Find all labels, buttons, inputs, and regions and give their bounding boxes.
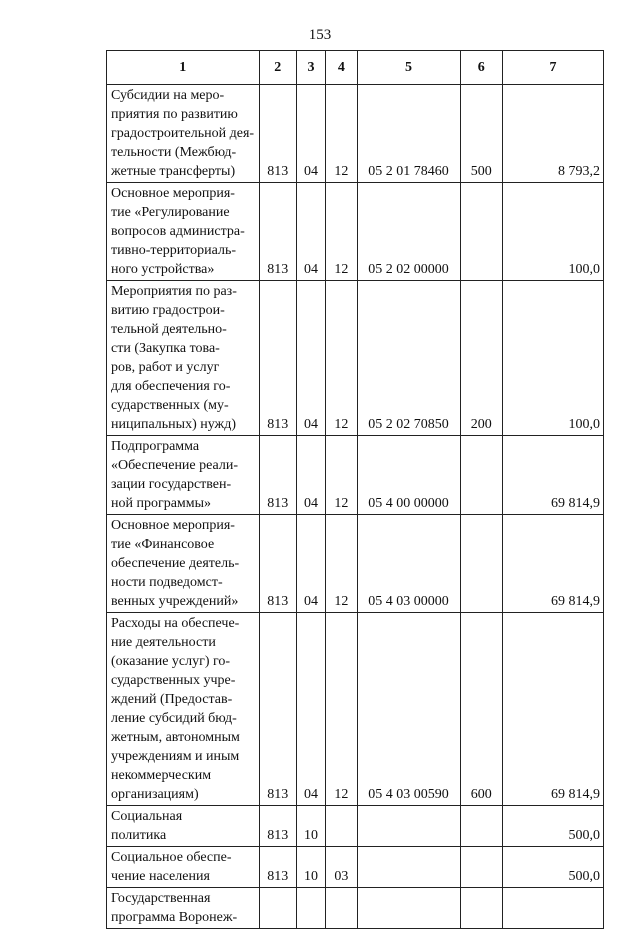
section-code-cell: 04 xyxy=(296,85,325,183)
ministry-code-cell: 813 xyxy=(259,515,296,613)
row-name-line: тие «Регулирование xyxy=(111,205,230,220)
ministry-code-cell: 813 xyxy=(259,281,296,436)
expense-type-code-cell: 600 xyxy=(460,613,502,806)
row-name-line: ние деятельности xyxy=(111,635,216,650)
ministry-code-cell: 813 xyxy=(259,183,296,281)
table-row xyxy=(107,806,604,847)
page-number: 153 xyxy=(308,27,332,43)
table-row xyxy=(107,281,604,436)
row-name-line: тивно-территориаль- xyxy=(111,243,236,258)
row-name-line: Подпрограмма xyxy=(111,439,200,454)
row-name-cell xyxy=(107,888,260,929)
target-article-code-cell xyxy=(357,888,460,929)
section-code-cell: 04 xyxy=(296,183,325,281)
budget-table xyxy=(106,50,604,929)
header-row xyxy=(107,51,604,85)
table-row xyxy=(107,436,604,515)
target-article-code-cell: 05 4 00 00000 xyxy=(357,436,460,515)
row-name-cell xyxy=(107,85,260,183)
row-name-line: ров, работ и услуг xyxy=(111,360,220,375)
subsection-code-cell: 12 xyxy=(326,281,357,436)
target-article-code-cell: 05 4 03 00590 xyxy=(357,613,460,806)
amount-cell: 500,0 xyxy=(502,847,603,888)
target-article-code-cell xyxy=(357,847,460,888)
ministry-code-cell: 813 xyxy=(259,806,296,847)
expense-type-code-cell xyxy=(460,888,502,929)
ministry-code-cell: 813 xyxy=(259,613,296,806)
section-code-cell: 10 xyxy=(296,847,325,888)
row-name-line: обеспечение деятель- xyxy=(111,556,240,571)
amount-cell xyxy=(502,888,603,929)
amount-cell: 100,0 xyxy=(502,183,603,281)
target-article-code-cell: 05 2 01 78460 xyxy=(357,85,460,183)
row-name-line: сти (Закупка това- xyxy=(111,341,220,356)
target-article-code-cell: 05 2 02 70850 xyxy=(357,281,460,436)
row-name-cell xyxy=(107,281,260,436)
ministry-code-cell: 813 xyxy=(259,847,296,888)
ministry-code-cell xyxy=(259,888,296,929)
section-code-cell xyxy=(296,888,325,929)
section-code-cell: 04 xyxy=(296,436,325,515)
row-name-line: Социальная xyxy=(111,809,183,824)
amount-cell: 69 814,9 xyxy=(502,515,603,613)
row-name-line: Основное мероприя- xyxy=(111,186,235,201)
row-name-line: жетные трансферты) xyxy=(111,164,236,179)
row-name-line: учреждениям и иным xyxy=(111,749,240,764)
subsection-code-cell xyxy=(326,806,357,847)
row-name-line: ной программы» xyxy=(111,496,212,511)
table-row xyxy=(107,847,604,888)
row-name-line: ждений (Предостав- xyxy=(111,692,233,707)
target-article-code-cell: 05 4 03 00000 xyxy=(357,515,460,613)
header-col-7: 7 xyxy=(502,51,603,85)
subsection-code-cell xyxy=(326,888,357,929)
section-code-cell: 04 xyxy=(296,613,325,806)
header-col-5: 5 xyxy=(357,51,460,85)
header-col-6: 6 xyxy=(460,51,502,85)
row-name-line: тельности (Межбюд- xyxy=(111,145,237,160)
row-name-line: зации государствен- xyxy=(111,477,232,492)
header-col-2: 2 xyxy=(259,51,296,85)
row-name-line: ного устройства» xyxy=(111,262,215,277)
row-name-line: (оказание услуг) го- xyxy=(111,654,231,669)
row-name-line: ности подведомст- xyxy=(111,575,223,590)
table-row xyxy=(107,515,604,613)
subsection-code-cell: 12 xyxy=(326,436,357,515)
row-name-line: Мероприятия по раз- xyxy=(111,284,237,299)
expense-type-code-cell: 200 xyxy=(460,281,502,436)
table-row xyxy=(107,85,604,183)
row-name-line: вопросов администра- xyxy=(111,224,245,239)
row-name-line: Расходы на обеспече- xyxy=(111,616,240,631)
row-name-line: тие «Финансовое xyxy=(111,537,215,552)
row-name-cell xyxy=(107,613,260,806)
amount-cell: 69 814,9 xyxy=(502,613,603,806)
row-name-line: ниципальных) нужд) xyxy=(111,417,236,432)
row-name-cell xyxy=(107,847,260,888)
amount-cell: 100,0 xyxy=(502,281,603,436)
row-name-line: тельной деятельно- xyxy=(111,322,227,337)
row-name-cell xyxy=(107,183,260,281)
row-name-line: Основное мероприя- xyxy=(111,518,235,533)
expense-type-code-cell xyxy=(460,183,502,281)
table-body xyxy=(107,85,604,929)
row-name-line: чение населения xyxy=(111,869,210,884)
expense-type-code-cell: 500 xyxy=(460,85,502,183)
row-name-line: программа Воронеж- xyxy=(111,910,238,925)
target-article-code-cell xyxy=(357,806,460,847)
row-name-line: для обеспечения го- xyxy=(111,379,231,394)
row-name-line: витию градострои- xyxy=(111,303,225,318)
target-article-code-cell: 05 2 02 00000 xyxy=(357,183,460,281)
amount-cell: 500,0 xyxy=(502,806,603,847)
table-row xyxy=(107,888,604,929)
subsection-code-cell: 12 xyxy=(326,85,357,183)
row-name-line: венных учреждений» xyxy=(111,594,239,609)
header-col-4: 4 xyxy=(326,51,357,85)
row-name-line: некоммерческим xyxy=(111,768,212,783)
row-name-line: сударственных учре- xyxy=(111,673,236,688)
header-col-3: 3 xyxy=(296,51,325,85)
row-name-line: градостроительной дея- xyxy=(111,126,255,141)
row-name-line: «Обеспечение реали- xyxy=(111,458,238,473)
row-name-line: Социальное обеспе- xyxy=(111,850,232,865)
section-code-cell: 04 xyxy=(296,281,325,436)
subsection-code-cell: 03 xyxy=(326,847,357,888)
header-col-1: 1 xyxy=(107,51,260,85)
amount-cell: 8 793,2 xyxy=(502,85,603,183)
row-name-cell xyxy=(107,436,260,515)
section-code-cell: 04 xyxy=(296,515,325,613)
expense-type-code-cell xyxy=(460,515,502,613)
row-name-line: приятия по развитию xyxy=(111,107,238,122)
row-name-line: политика xyxy=(111,828,167,843)
amount-cell: 69 814,9 xyxy=(502,436,603,515)
subsection-code-cell: 12 xyxy=(326,515,357,613)
row-name-cell xyxy=(107,515,260,613)
ministry-code-cell: 813 xyxy=(259,85,296,183)
row-name-line: сударственных (му- xyxy=(111,398,229,413)
row-name-line: Субсидии на меро- xyxy=(111,88,225,103)
expense-type-code-cell xyxy=(460,847,502,888)
row-name-line: жетным, автономным xyxy=(111,730,240,745)
section-code-cell: 10 xyxy=(296,806,325,847)
row-name-cell xyxy=(107,806,260,847)
expense-type-code-cell xyxy=(460,806,502,847)
expense-type-code-cell xyxy=(460,436,502,515)
row-name-line: ление субсидий бюд- xyxy=(111,711,237,726)
row-name-line: организациям) xyxy=(111,787,199,802)
subsection-code-cell: 12 xyxy=(326,613,357,806)
ministry-code-cell: 813 xyxy=(259,436,296,515)
table-row xyxy=(107,183,604,281)
row-name-line: Государственная xyxy=(111,891,211,906)
table-row xyxy=(107,613,604,806)
subsection-code-cell: 12 xyxy=(326,183,357,281)
